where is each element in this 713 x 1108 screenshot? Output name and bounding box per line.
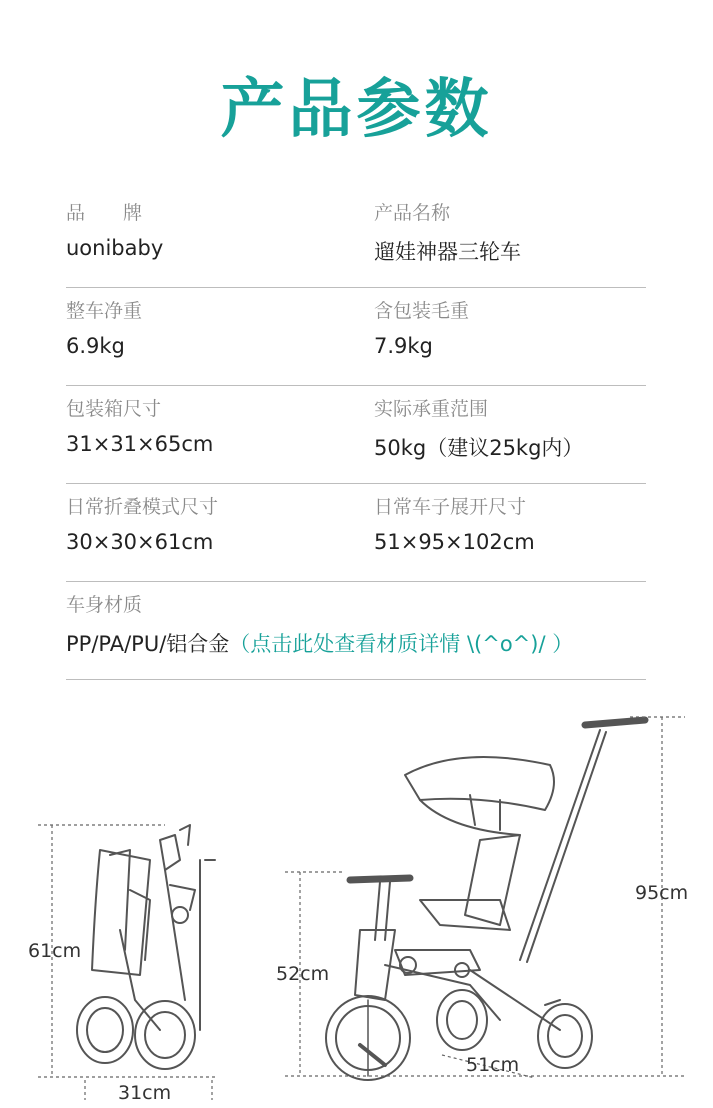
unfolded-tricycle-drawing <box>326 720 645 1080</box>
material-value: PP/PA/PU/铝合金 <box>66 632 230 656</box>
spec-row <box>66 288 646 386</box>
spec-value-folded-size: 30×30×61cm <box>66 530 214 554</box>
spec-value-brand: uonibaby <box>66 236 164 260</box>
material-details-link[interactable]: （点击此处查看材质详情 \(^o^)/ ） <box>229 632 574 656</box>
dimension-diagram <box>0 700 713 1104</box>
spec-value-net-weight: 6.9kg <box>66 334 125 358</box>
spec-label-unfolded-size: 日常车子展开尺寸 <box>374 496 527 518</box>
tricycle-illustration <box>0 700 713 1104</box>
spec-value-box-size: 31×31×65cm <box>66 432 214 456</box>
spec-table <box>66 190 646 680</box>
spec-label-folded-size: 日常折叠模式尺寸 <box>66 496 219 518</box>
spec-label-brand: 品 牌 <box>66 202 143 224</box>
total-height-label: 95cm <box>635 882 689 904</box>
width-label: 51cm <box>466 1054 520 1076</box>
page-title: 产品参数 <box>220 73 493 147</box>
spec-label-net-weight: 整车净重 <box>66 300 143 322</box>
spec-value-gross-weight: 7.9kg <box>374 334 433 358</box>
spec-label-load-range: 实际承重范围 <box>374 398 489 420</box>
seat-height-label: 52cm <box>276 963 330 985</box>
spec-value-material <box>66 628 573 658</box>
spec-value-load-range: 50kg（建议25kg内） <box>374 436 584 460</box>
spec-row <box>66 386 646 484</box>
spec-label-gross-weight: 含包装毛重 <box>374 300 470 322</box>
folded-tricycle-drawing <box>77 825 215 1069</box>
folded-height-label: 61cm <box>28 940 82 962</box>
spec-row <box>66 484 646 582</box>
spec-label-material: 车身材质 <box>66 594 143 616</box>
spec-row <box>66 582 646 680</box>
spec-value-unfolded-size: 51×95×102cm <box>374 530 535 554</box>
spec-row <box>66 190 646 288</box>
spec-label-box-size: 包装箱尺寸 <box>66 398 162 420</box>
spec-label-product-name: 产品名称 <box>374 202 451 224</box>
folded-width-label: 31cm <box>118 1082 172 1104</box>
spec-value-product-name: 遛娃神器三轮车 <box>374 240 521 264</box>
